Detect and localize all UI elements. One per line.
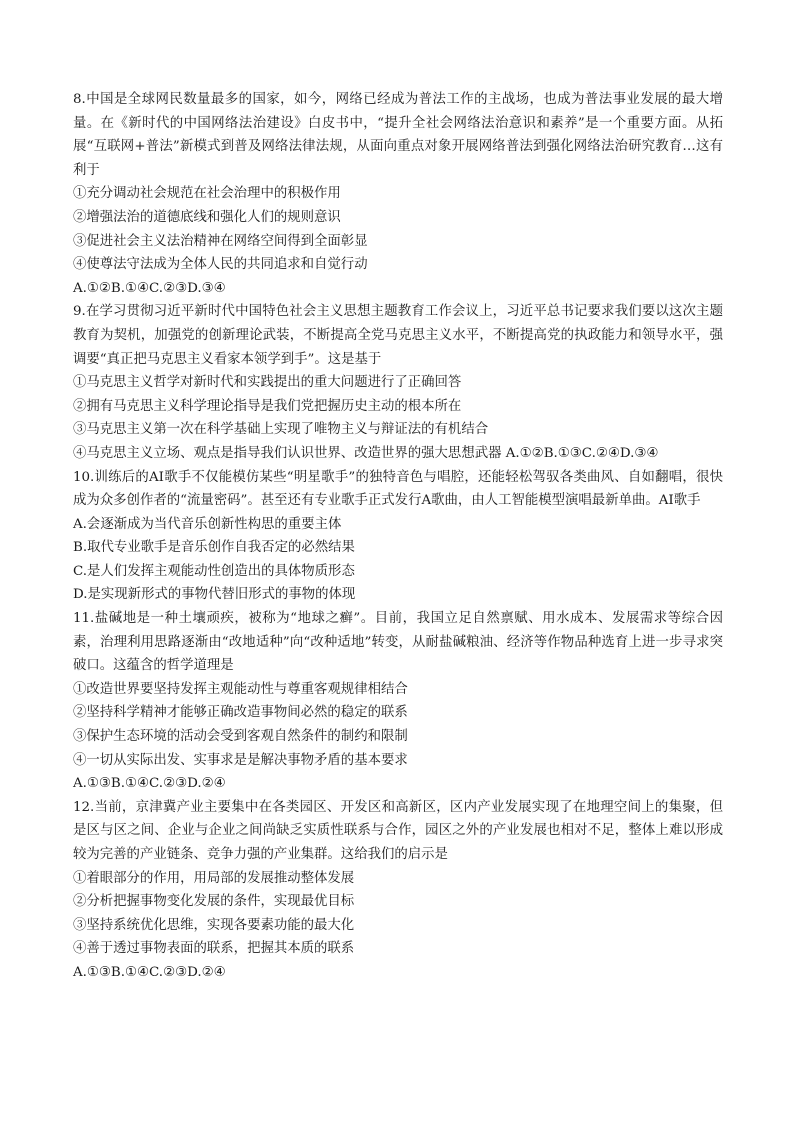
option-item: ①着眼部分的作用，用局部的发展推动整体发展	[73, 870, 355, 886]
answer-choices: A.①③B.①④C.②③D.②④	[73, 776, 226, 792]
option-item: ④马克思主义立场、观点是指导我们认识世界、改造世界的强大思想武器 A.①②B.①③C.②④D.③④	[73, 445, 659, 461]
question-11	[73, 607, 723, 796]
option-item: ③促进社会主义法治精神在网络空间得到全面彰显	[73, 233, 368, 249]
option-item: ②拥有马克思主义科学理论指导是我们党把握历史主动的根本所在	[73, 398, 462, 414]
option-item: A.会逐渐成为当代音乐创新性构思的重要主体	[73, 516, 342, 532]
option-item: ①改造世界要坚持发挥主观能动性与尊重客观规律相结合	[73, 681, 408, 697]
answer-choices: A.①③B.①④C.②③D.②④	[73, 964, 226, 980]
question-stem: 8.中国是全球网民数量最多的国家，如今，网络已经成为普法工作的主战场，也成为普法事业发展的最大增量。在《新时代的中国网络法治建设》白皮书中，“提升全社会网络法治意识和素养”是一个重要方面。从拓展“互联网+普法”新模式到普及网络法律法规，从面向重点对象开展网络普法到强化网络法治研究教育…这有利于	[73, 92, 723, 178]
option-item: ②分析把握事物变化发展的条件，实现最优目标	[73, 894, 355, 910]
exam-page	[73, 88, 723, 985]
option-item: ③马克思主义第一次在科学基础上实现了唯物主义与辩证法的有机结合	[73, 422, 489, 438]
question-8	[73, 88, 723, 300]
question-12	[73, 796, 723, 985]
option-item: ②增强法治的道德底线和强化人们的规则意识	[73, 209, 341, 225]
question-stem: 11.盐碱地是一种土壤顽疾，被称为“地球之癣”。目前，我国立足自然禀赋、用水成本、发展需求等综合因素，治理利用思路逐渐由“改地适种”向“改种适地”转变，从耐盐碱粮油、经济等作物品种选育上进一步寻求突破口。这蕴含的哲学道理是	[73, 611, 723, 674]
option-item: ①马克思主义哲学对新时代和实践提出的重大问题进行了正确回答	[73, 375, 462, 391]
option-item: ④一切从实际出发、实事求是是解决事物矛盾的基本要求	[73, 752, 408, 768]
option-item: D.是实现新形式的事物代替旧形式的事物的体现	[73, 587, 356, 603]
option-item: ④善于透过事物表面的联系，把握其本质的联系	[73, 941, 355, 957]
question-stem: 10.训练后的AI歌手不仅能模仿某些“明星歌手”的独特音色与唱腔，还能轻松驾驭各类曲风、自如翻唱，很快成为众多创作者的“流量密码”。甚至还有专业歌手正式发行A歌曲，由人工智能模型演唱最新单曲。AI歌手	[73, 469, 723, 509]
option-item: C.是人们发挥主观能动性创造出的具体物质形态	[73, 563, 355, 579]
option-item: ②坚持科学精神才能够正确改造事物间必然的稳定的联系	[73, 705, 408, 721]
question-10	[73, 466, 723, 608]
option-item: ③坚持系统优化思维，实现各要素功能的最大化	[73, 917, 355, 933]
question-9	[73, 300, 723, 465]
question-stem: 12.当前，京津冀产业主要集中在各类园区、开发区和高新区，区内产业发展实现了在地理空间上的集聚，但是区与区之间、企业与企业之间尚缺乏实质性联系与合作，园区之外的产业发展也相对不足，整体上难以形成较为完善的产业链条、竞争力强的产业集群。这给我们的启示是	[73, 799, 723, 862]
option-item: ①充分调动社会规范在社会治理中的积极作用	[73, 186, 341, 202]
option-item: ③保护生态环境的活动会受到客观自然条件的制约和限制	[73, 729, 408, 745]
option-item: B.取代专业歌手是音乐创作自我否定的必然结果	[73, 540, 355, 556]
answer-choices: A.①②B.①④C.②③D.③④	[73, 280, 226, 296]
option-item: ④使尊法守法成为全体人民的共同追求和自觉行动	[73, 257, 368, 273]
question-stem: 9.在学习贯彻习近平新时代中国特色社会主义思想主题教育工作会议上，习近平总书记要求我们要以这次主题教育为契机，加强党的创新理论武装，不断提高全党马克思主义水平，不断提高党的执政能力和领导水平，强调要“真正把马克思主义看家本领学到手”。这是基于	[73, 304, 723, 367]
